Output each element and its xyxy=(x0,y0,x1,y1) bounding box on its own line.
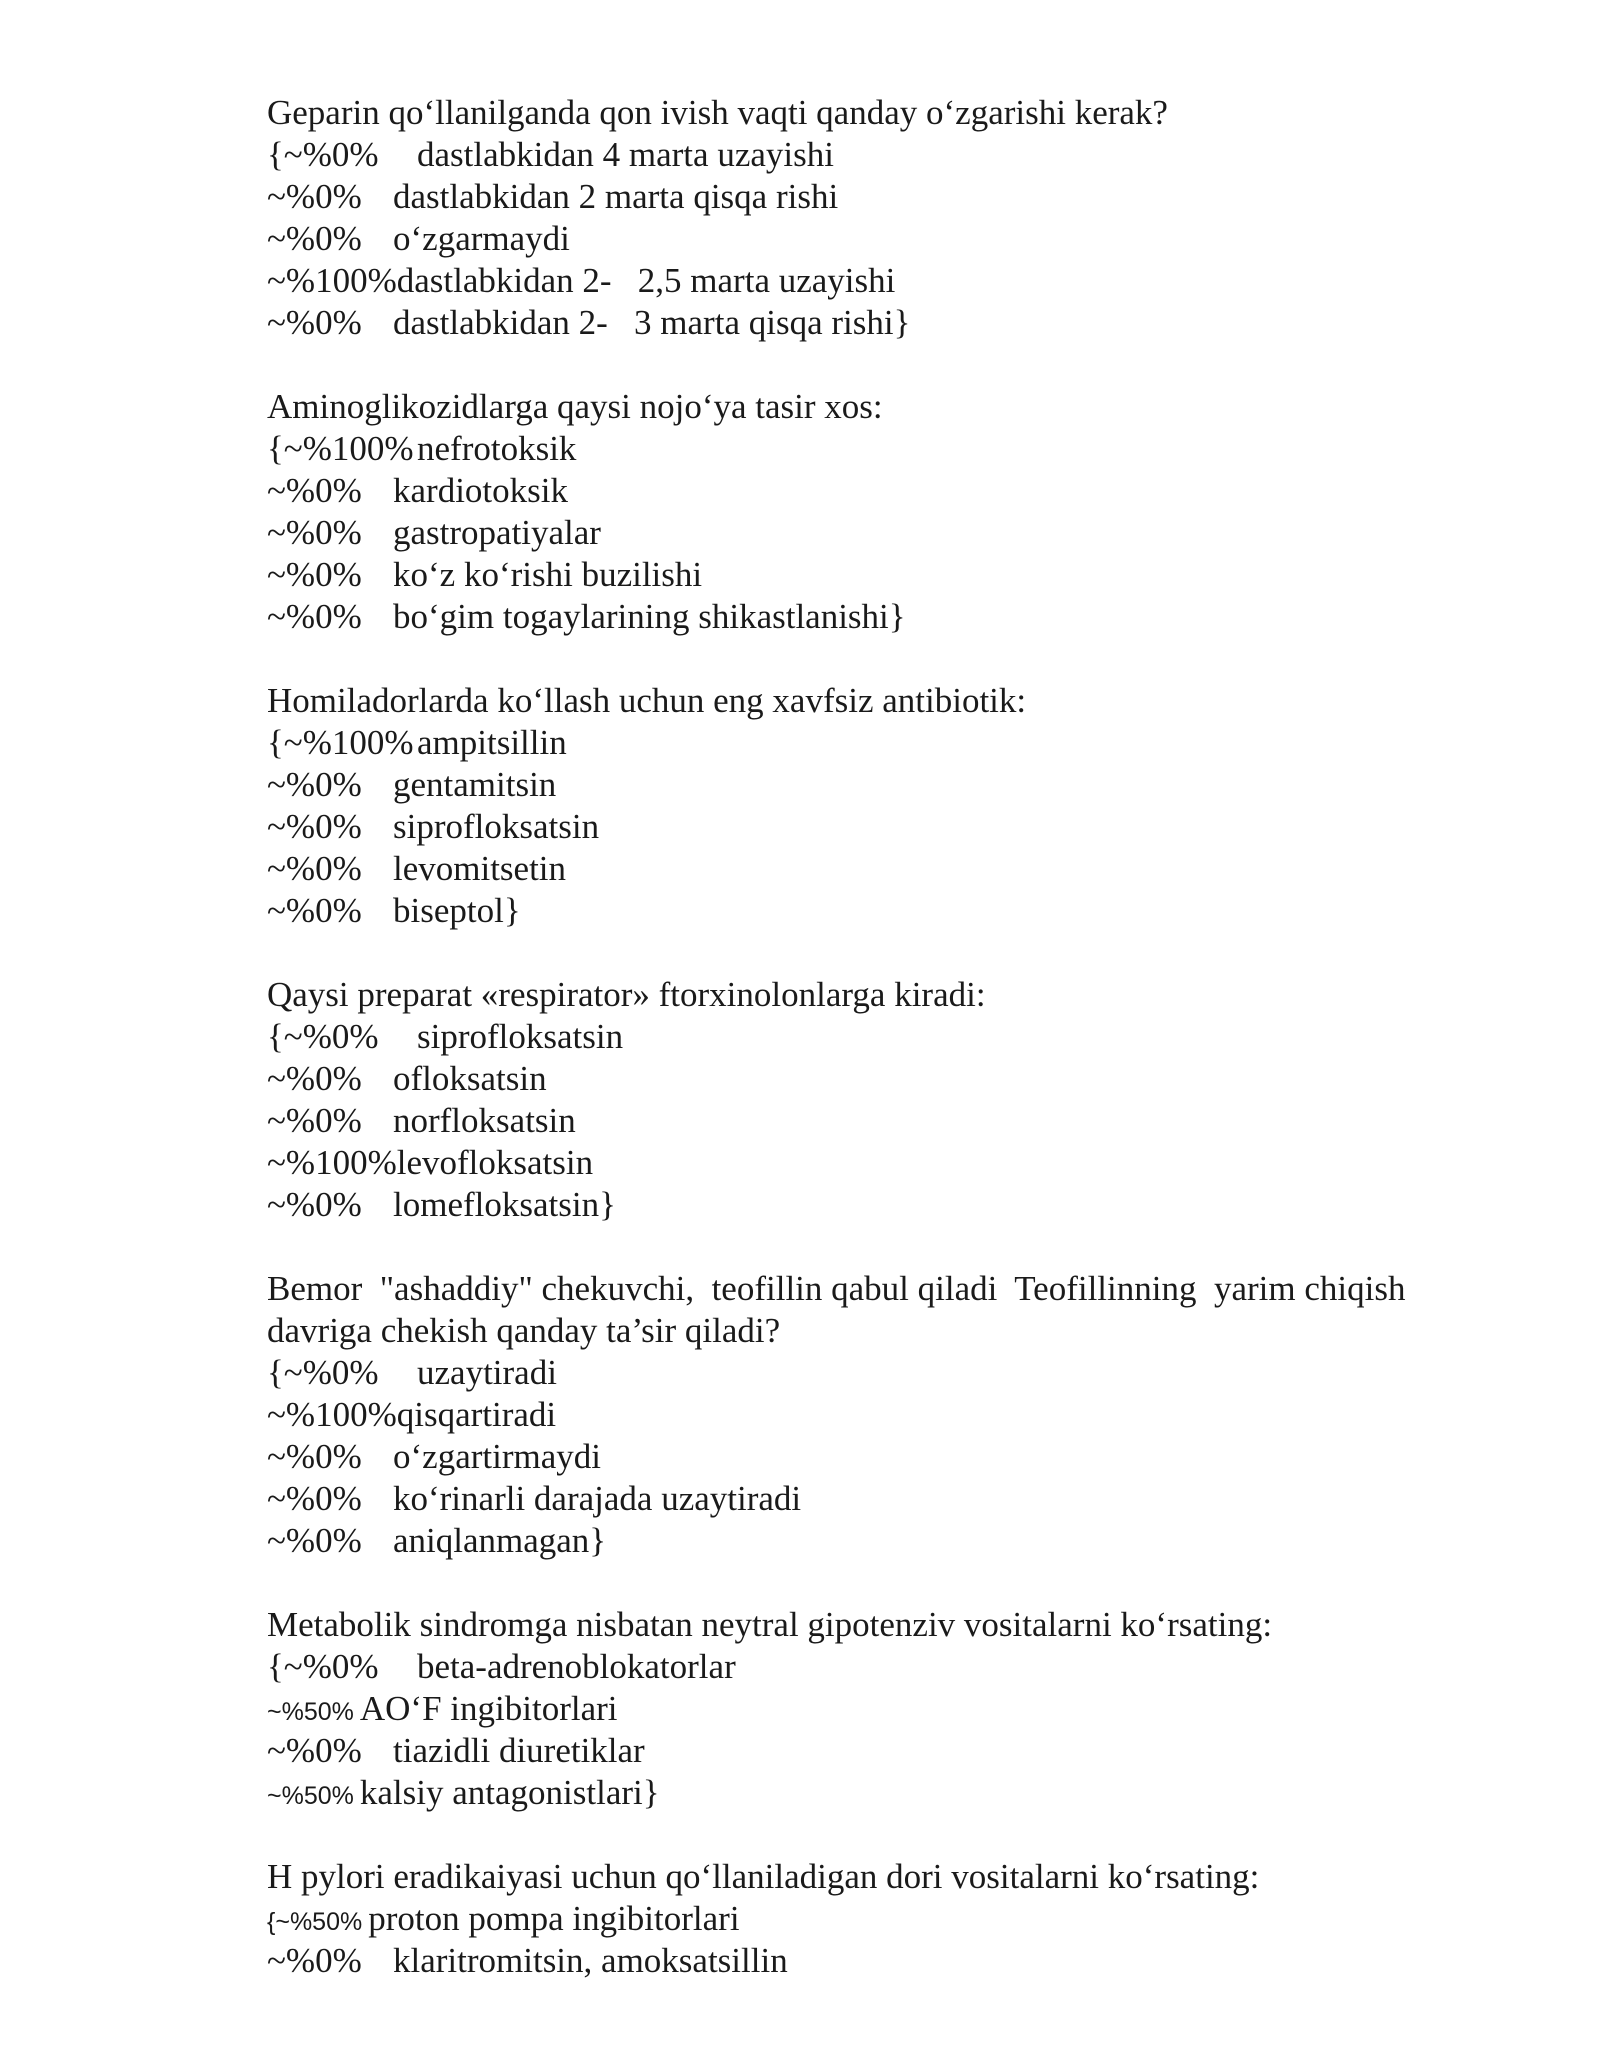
answer-text: kalsiy antagonistlari} xyxy=(359,1773,660,1812)
answer-weight: {~%0% xyxy=(267,1647,379,1686)
answer-weight: ~%0% xyxy=(267,513,362,552)
answer-option xyxy=(267,134,1467,176)
answer-text: ko‘rinarli darajada uzaytiradi xyxy=(393,1479,802,1518)
answer-option xyxy=(267,722,1467,764)
answer-text: uzaytiradi xyxy=(417,1353,557,1392)
answer-option xyxy=(267,470,1467,512)
question-text: H pylori eradikaiyasi uchun qo‘llaniladigan dori vositalarni ko‘rsating: xyxy=(267,1857,1260,1896)
question-text: Aminoglikozidlarga qaysi nojo‘ya tasir xos: xyxy=(267,387,883,426)
answer-weight: ~%100% xyxy=(267,1395,397,1434)
answer-option xyxy=(267,1772,1467,1814)
answer-option xyxy=(267,1016,1467,1058)
answer-text: beta-adrenoblokatorlar xyxy=(417,1647,736,1686)
answer-option xyxy=(267,1478,1467,1520)
answer-option xyxy=(267,1940,1467,1982)
answer-option xyxy=(267,1142,1467,1184)
answer-weight: ~%50% xyxy=(267,1782,354,1810)
answer-weight: ~%0% xyxy=(267,471,362,510)
answer-weight: ~%0% xyxy=(267,177,362,216)
answer-option xyxy=(267,260,1467,302)
question-block xyxy=(267,1268,1467,1562)
answer-option xyxy=(267,1898,1467,1940)
answer-text: dastlabkidan 4 marta uzayishi xyxy=(417,135,834,174)
answer-option xyxy=(267,1520,1467,1562)
answer-option xyxy=(267,554,1467,596)
answer-weight: {~%100% xyxy=(267,723,414,762)
answer-weight: ~%0% xyxy=(267,1731,362,1770)
answer-option xyxy=(267,1646,1467,1688)
question-text: Qaysi preparat «respirator» ftorxinolonlarga kiradi: xyxy=(267,975,986,1014)
answer-weight: {~%50% xyxy=(267,1908,363,1936)
answer-weight: ~%0% xyxy=(267,219,362,258)
question-block xyxy=(267,1604,1467,1814)
answer-text: ko‘z ko‘rishi buzilishi xyxy=(393,555,703,594)
answer-weight: ~%50% xyxy=(267,1698,354,1726)
question-block xyxy=(267,386,1467,638)
answer-text: gentamitsin xyxy=(393,765,557,804)
answer-weight: ~%0% xyxy=(267,555,362,594)
question-text: Bemor "ashaddiy" chekuvchi, teofillin qabul qiladi Teofillinning yarim chiqish davriga chekish qanday ta’sir qiladi? xyxy=(267,1269,1415,1350)
answer-option xyxy=(267,1352,1467,1394)
question-block xyxy=(267,974,1467,1226)
answer-text: dastlabkidan 2- 2,5 marta uzayishi xyxy=(396,261,896,300)
answer-weight: {~%0% xyxy=(267,1017,379,1056)
answer-option xyxy=(267,1436,1467,1478)
answer-weight: ~%0% xyxy=(267,1479,362,1518)
answer-text: o‘zgartirmaydi xyxy=(393,1437,601,1476)
answer-text: lomefloksatsin} xyxy=(393,1185,616,1224)
answer-option xyxy=(267,176,1467,218)
answer-text: AO‘F ingibitorlari xyxy=(359,1689,618,1728)
answer-option xyxy=(267,848,1467,890)
answer-text: qisqartiradi xyxy=(396,1395,557,1434)
question-text: Homiladorlarda ko‘llash uchun eng xavfsiz antibiotik: xyxy=(267,681,1027,720)
question-text: Metabolik sindromga nisbatan neytral gipotenziv vositalarni ko‘rsating: xyxy=(267,1605,1273,1644)
answer-weight: ~%0% xyxy=(267,1185,362,1224)
answer-weight: ~%100% xyxy=(267,261,397,300)
answer-text: siprofloksatsin xyxy=(393,807,600,846)
answer-weight: ~%0% xyxy=(267,303,362,342)
answer-weight: {~%100% xyxy=(267,429,414,468)
answer-weight: ~%0% xyxy=(267,1521,362,1560)
answer-weight: ~%0% xyxy=(267,807,362,846)
answer-weight: {~%0% xyxy=(267,135,379,174)
answer-text: levomitsetin xyxy=(393,849,567,888)
answer-text: ofloksatsin xyxy=(393,1059,547,1098)
answer-option xyxy=(267,218,1467,260)
answer-text: kardiotoksik xyxy=(393,471,568,510)
answer-weight: ~%0% xyxy=(267,1059,362,1098)
document-body xyxy=(267,92,1467,2024)
question-text: Geparin qo‘llanilganda qon ivish vaqti qanday o‘zgarishi kerak? xyxy=(267,93,1168,132)
answer-weight: ~%0% xyxy=(267,891,362,930)
answer-weight: ~%0% xyxy=(267,849,362,888)
answer-weight: ~%0% xyxy=(267,597,362,636)
answer-text: dastlabkidan 2- 3 marta qisqa rishi} xyxy=(393,303,911,342)
answer-text: klaritromitsin, amoksatsillin xyxy=(393,1941,788,1980)
answer-text: biseptol} xyxy=(393,891,521,930)
answer-weight: ~%0% xyxy=(267,1437,362,1476)
answer-text: bo‘gim togaylarining shikastlanishi} xyxy=(393,597,906,636)
answer-option xyxy=(267,428,1467,470)
answer-text: levofloksatsin xyxy=(396,1143,594,1182)
answer-text: norfloksatsin xyxy=(393,1101,576,1140)
answer-option xyxy=(267,596,1467,638)
question-block xyxy=(267,92,1467,344)
answer-weight: {~%0% xyxy=(267,1353,379,1392)
answer-text: dastlabkidan 2 marta qisqa rishi xyxy=(393,177,839,216)
answer-text: o‘zgarmaydi xyxy=(393,219,570,258)
answer-option xyxy=(267,512,1467,554)
answer-text: tiazidli diuretiklar xyxy=(393,1731,645,1770)
answer-option xyxy=(267,1184,1467,1226)
answer-option xyxy=(267,1730,1467,1772)
answer-text: siprofloksatsin xyxy=(417,1017,624,1056)
answer-text: ampitsillin xyxy=(417,723,567,762)
question-block xyxy=(267,680,1467,932)
answer-option xyxy=(267,1688,1467,1730)
answer-text: nefrotoksik xyxy=(417,429,577,468)
answer-option xyxy=(267,1100,1467,1142)
question-block xyxy=(267,1856,1467,1982)
answer-weight: ~%100% xyxy=(267,1143,397,1182)
answer-option xyxy=(267,1058,1467,1100)
answer-weight: ~%0% xyxy=(267,1941,362,1980)
answer-option xyxy=(267,890,1467,932)
answer-text: aniqlanmagan} xyxy=(393,1521,607,1560)
answer-option xyxy=(267,1394,1467,1436)
answer-text: gastropatiyalar xyxy=(393,513,601,552)
answer-option xyxy=(267,302,1467,344)
answer-weight: ~%0% xyxy=(267,1101,362,1140)
answer-option xyxy=(267,806,1467,848)
answer-option xyxy=(267,764,1467,806)
answer-weight: ~%0% xyxy=(267,765,362,804)
answer-text: proton pompa ingibitorlari xyxy=(368,1899,740,1938)
